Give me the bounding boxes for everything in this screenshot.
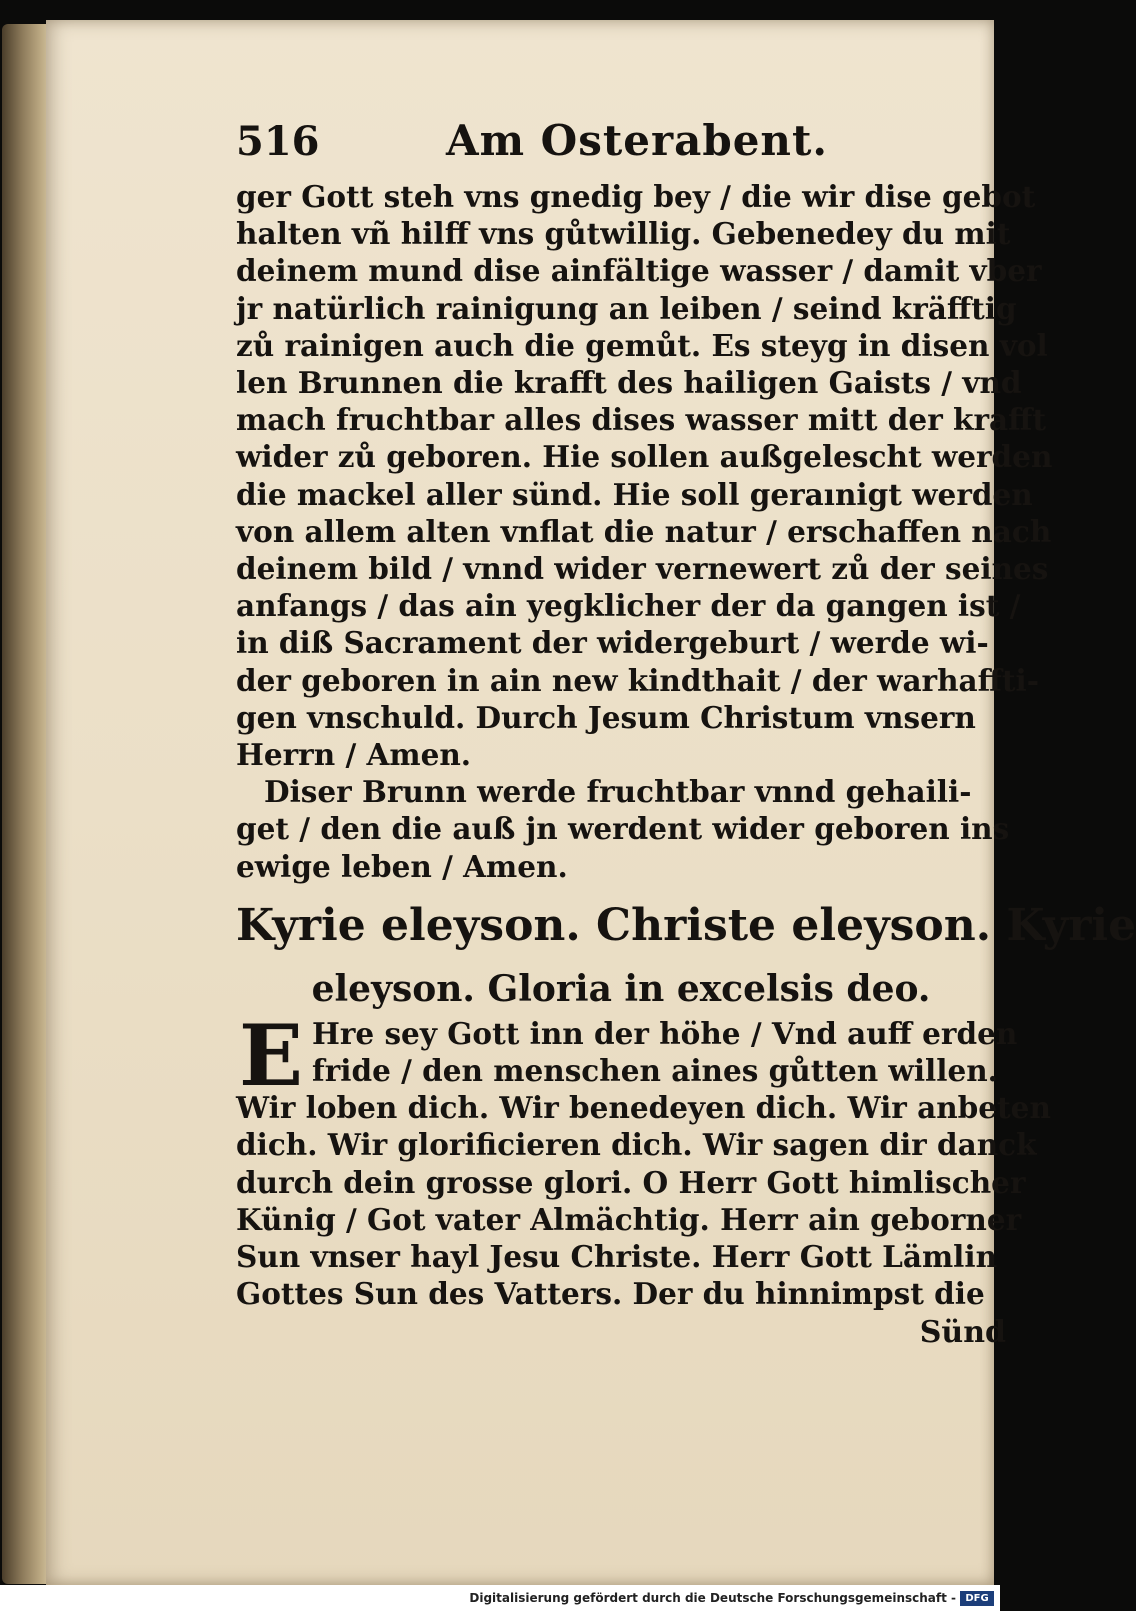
running-title: Am Osterabent. [446,116,828,165]
text-line: len Brunnen die krafft des hailigen Gaists / vnd [236,365,1022,401]
text-line: zů rainigen auch die gemůt. Es steyg in disen vol [236,327,1048,363]
footer-bar [0,1585,1000,1611]
text-line: halten vñ hilff vns gůtwillig. Gebenedey du mit [236,216,1011,252]
dfg-logo: DFG [960,1591,994,1606]
page-text-block [236,116,1136,1352]
prayer-text [236,178,1053,773]
text-line: Gottes Sun des Vatters. Der du hinnimpst die [236,1276,985,1312]
gloria-text [236,1005,1051,1352]
text-line: die mackel aller sünd. Hie soll geraınigt werden [236,476,1033,512]
page-number: 516 [236,118,320,165]
funding-credit: Digitalisierung gefördert durch die Deutsche Forschungsgemeinschaft - [469,1591,956,1605]
text-line: Diser Brunn werde fruchtbar vnnd gehaili- [264,774,972,810]
book-page [46,20,1136,1585]
catchword: Sünd [919,1315,1006,1351]
text-line: deinem mund dise ainfältige wasser / damit vber [236,253,1042,289]
text-line: ewige leben / Amen. [236,848,568,884]
text-line: anfangs / das ain yegklicher der da gangen ist / [236,588,1021,624]
blessing-paragraph [236,773,1010,885]
text-line: jr natürlich rainigung an leiben / seind kräfftig [236,290,1017,326]
text-line: Herrn / Amen. [236,737,472,773]
running-head [236,116,1006,178]
text-line: ger Gott steh vns gnedig bey / die wir dise gebot [236,179,1036,214]
text-line: dich. Wir glorificieren dich. Wir sagen dir danck [236,1127,1037,1163]
text-line: get / den die auß jn werdent wider geboren ins [236,811,1010,847]
drop-initial: E [238,1005,304,1105]
text-line: mach fruchtbar alles dises wasser mitt der krafft [236,402,1046,438]
text-line: Wir loben dich. Wir benedeyen dich. Wir anbeten [236,1090,1051,1126]
section-heading-continued: eleyson. Gloria in excelsis deo. [311,967,931,1010]
text-line: Sun vnser hayl Jesu Christe. Herr Gott Lämlin [236,1239,998,1275]
text-line: der geboren in ain new kindthait / der warhaffti- [236,662,1039,698]
section-heading: Kyrie eleyson. Christe eleyson. Kyrie [236,899,1136,951]
text-line: wider zů geboren. Hie sollen außgelescht werden [236,439,1053,475]
text-line: gen vnschuld. Durch Jesum Christum vnsern [236,699,976,735]
text-line: fride / den menschen aines gůtten willen. [312,1053,998,1089]
text-line: Künig / Got vater Almächtig. Herr ain geborner [236,1201,1022,1237]
text-line: deinem bild / vnnd wider vernewert zů der seines [236,551,1049,587]
text-line: von allem alten vnflat die natur / erschaffen nach [236,513,1052,549]
text-line: Hre sey Gott inn der höhe / Vnd auff erden [312,1015,1018,1051]
text-line: in diß Sacrament der widergeburt / werde wi- [236,625,989,661]
text-line: durch dein grosse glori. O Herr Gott himlischer [236,1164,1026,1200]
book-fore-edge [2,24,52,1584]
